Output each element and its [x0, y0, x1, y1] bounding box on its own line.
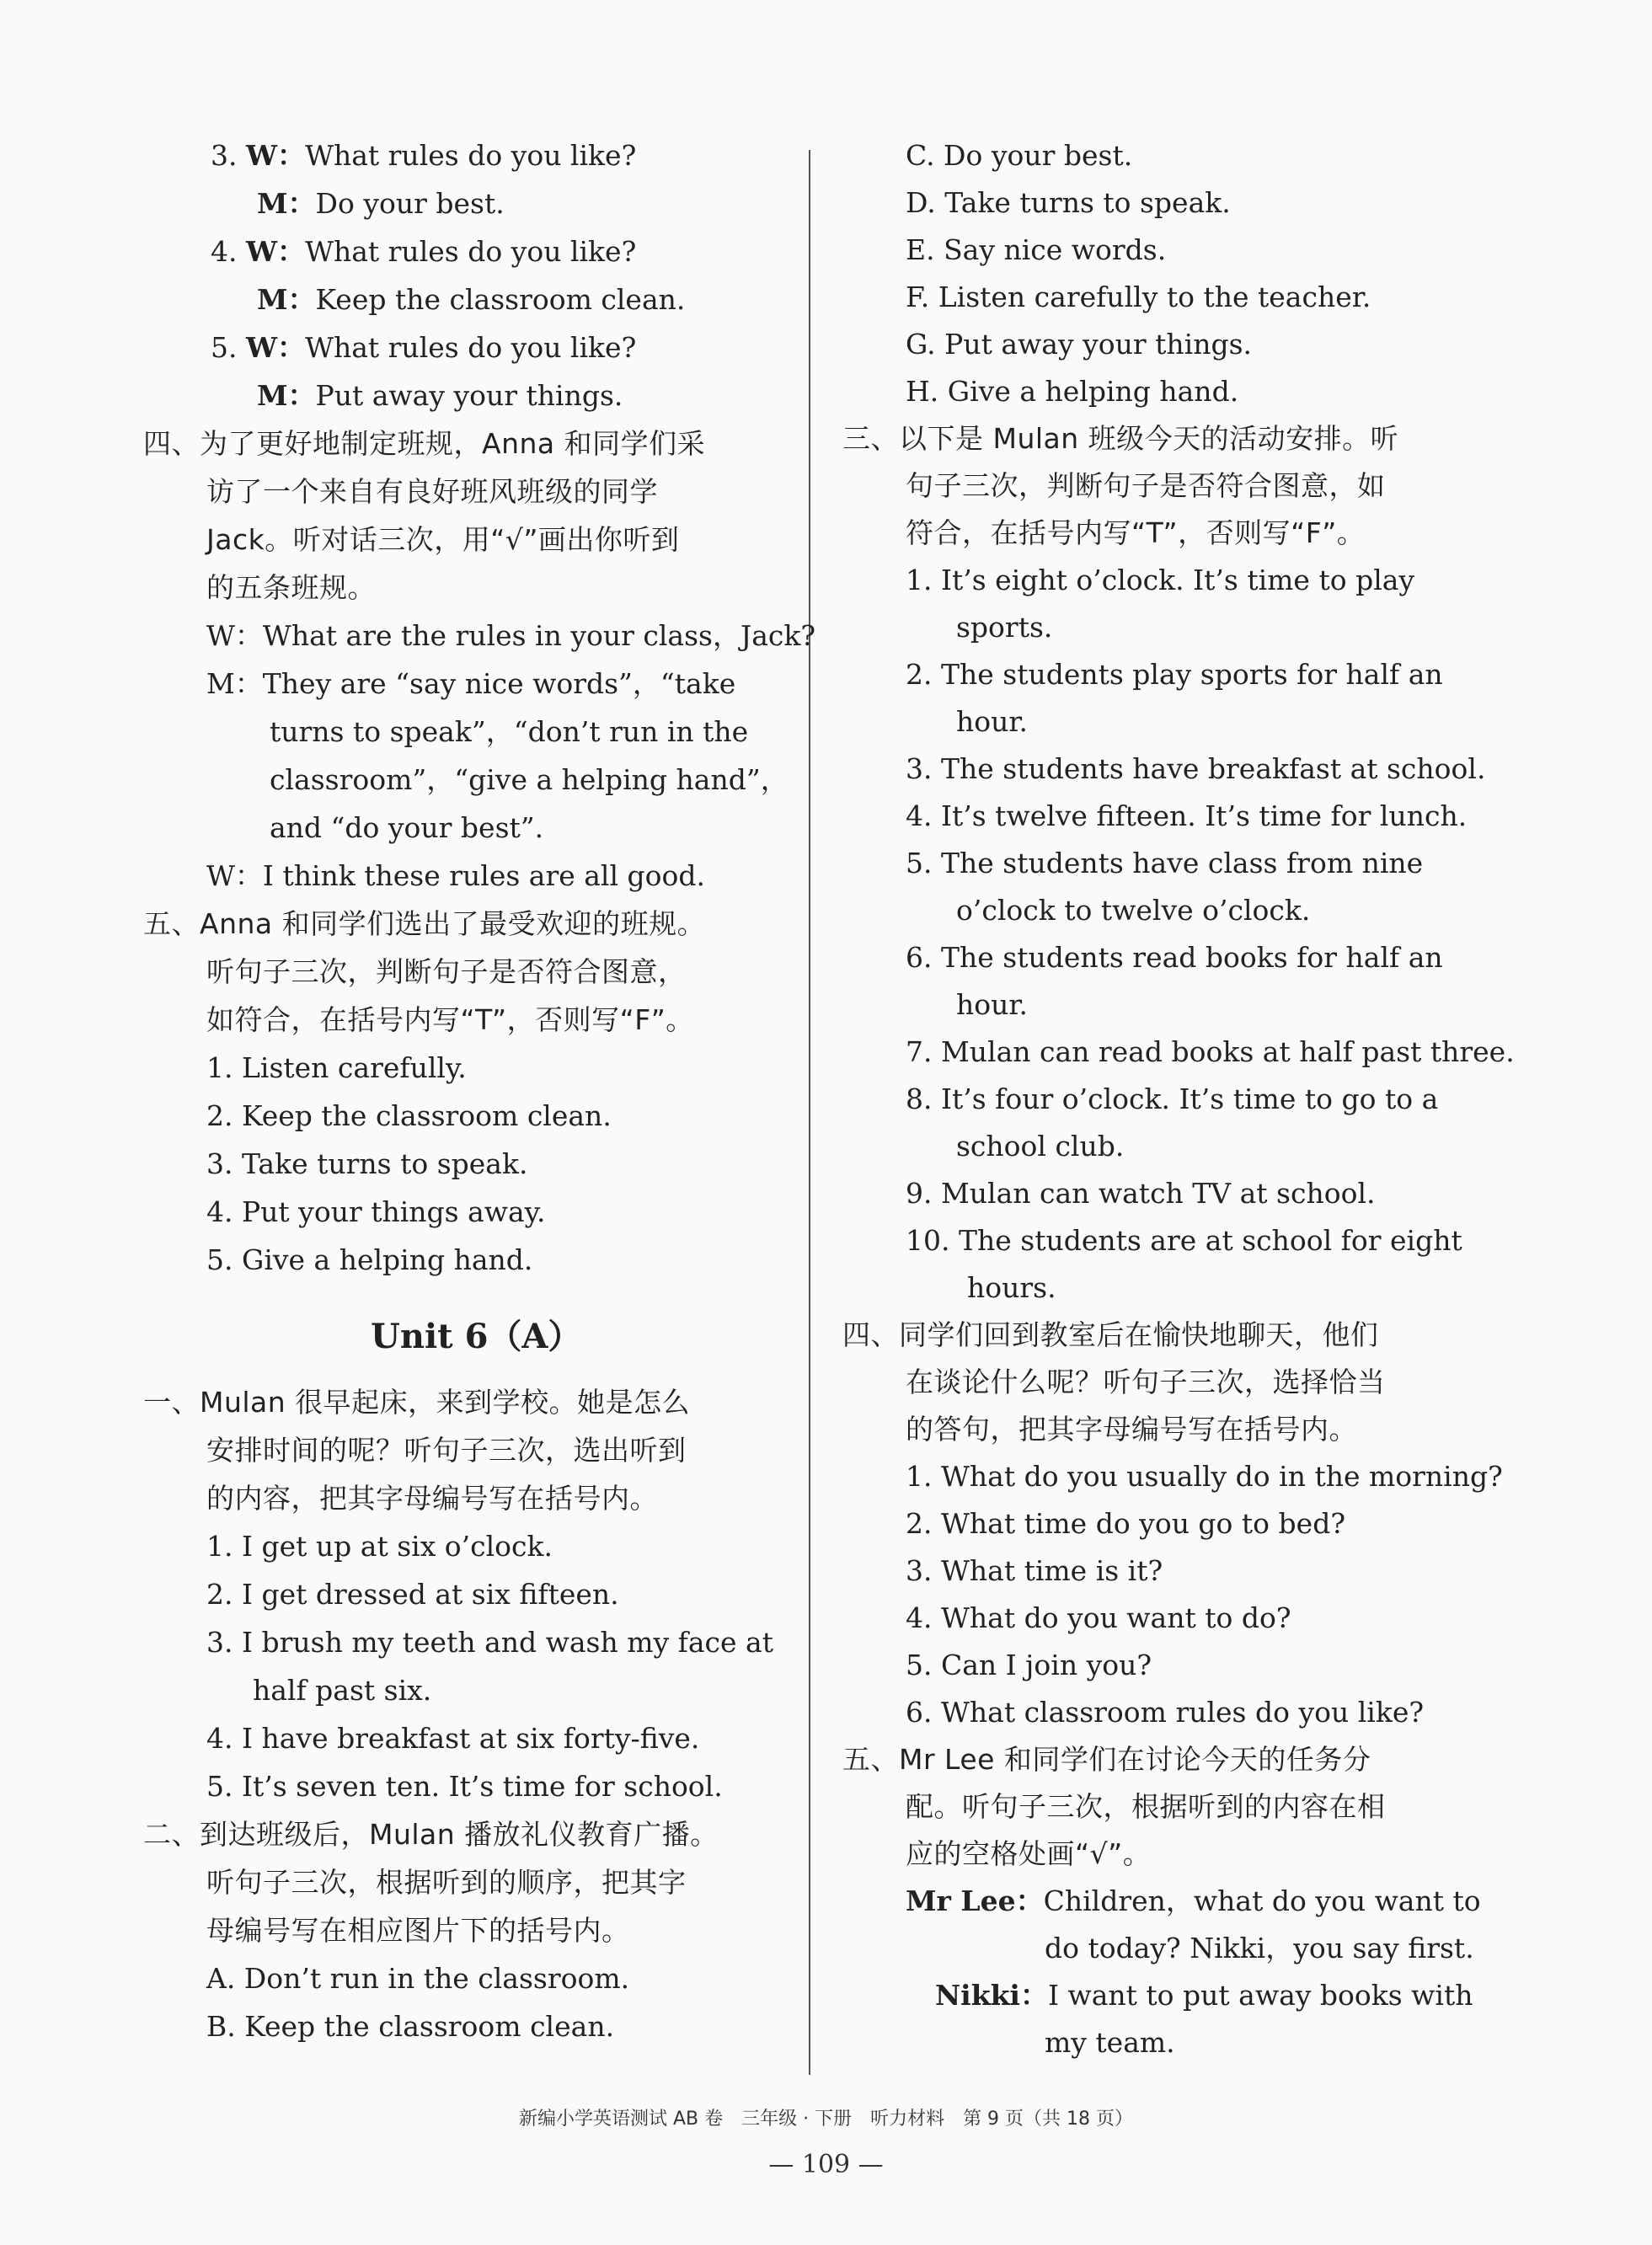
list-item: 4. What do you want to do? — [906, 1601, 1291, 1634]
dialog-line: M：They are “say nice words”，“take — [206, 667, 736, 700]
dialog-line: classroom”，“give a helping hand”， — [270, 763, 789, 796]
section-heading: 四、为了更好地制定班规，Anna 和同学们采 — [143, 427, 706, 460]
dialog-line: and “do your best”. — [270, 811, 544, 844]
section-heading: Jack。听对话三次，用“√”画出你听到 — [206, 523, 680, 556]
dialog-line: 5. W：What rules do you like? — [211, 331, 637, 364]
section-heading: 应的空格处画“√”。 — [906, 1837, 1152, 1870]
list-item: 4. Put your things away. — [206, 1195, 546, 1228]
list-item: 7. Mulan can read books at half past three. — [906, 1035, 1515, 1068]
list-item: 2. What time do you go to bed? — [906, 1507, 1346, 1540]
section-heading: 四、同学们回到教室后在愉快地聊天，他们 — [842, 1318, 1379, 1351]
list-item: half past six. — [253, 1674, 432, 1707]
list-item: 1. It’s eight o’clock. It’s time to play — [906, 564, 1415, 596]
list-item: 4. It’s twelve fifteen. It’s time for lunch. — [906, 799, 1468, 832]
section-heading: 的内容，把其字母编号写在括号内。 — [206, 1482, 658, 1515]
section-heading: 听句子三次，判断句子是否符合图意， — [206, 955, 687, 988]
list-item: G. Put away your things. — [906, 328, 1253, 361]
list-item: 8. It’s four o’clock. It’s time to go to a — [906, 1082, 1439, 1115]
list-item: sports. — [956, 611, 1053, 644]
dialog-line: do today? Nikki，you say first. — [1045, 1932, 1474, 1964]
dialog-line: M：Put away your things. — [257, 379, 623, 412]
section-heading: 句子三次，判断句子是否符合图意，如 — [906, 469, 1386, 502]
section-heading: 的答句，把其字母编号写在括号内。 — [906, 1413, 1357, 1446]
section-heading: 配。听句子三次，根据听到的内容在相 — [906, 1790, 1386, 1823]
list-item: 10. The students are at school for eight — [906, 1224, 1462, 1257]
list-item: 5. The students have class from nine — [906, 847, 1424, 879]
list-item: F. Listen carefully to the teacher. — [906, 281, 1371, 313]
section-heading: 听句子三次，根据听到的顺序，把其字 — [206, 1866, 687, 1899]
section-heading: 在谈论什么呢？听句子三次，选择恰当 — [906, 1366, 1386, 1398]
list-item: 6. What classroom rules do you like? — [906, 1696, 1425, 1729]
dialog-line: M：Do your best. — [257, 187, 505, 220]
section-heading: 一、Mulan 很早起床，来到学校。她是怎么 — [143, 1386, 691, 1419]
list-item: 5. Give a helping hand. — [206, 1243, 533, 1276]
list-item: A. Don’t run in the classroom. — [206, 1962, 630, 1995]
section-heading: 访了一个来自有良好班风班级的同学 — [206, 475, 658, 508]
list-item: 1. What do you usually do in the morning? — [906, 1460, 1503, 1493]
list-item: 2. I get dressed at six fifteen. — [206, 1578, 619, 1611]
section-heading: 五、Anna 和同学们选出了最受欢迎的班规。 — [143, 907, 706, 940]
dialog-line: Nikki：I want to put away books with — [935, 1979, 1473, 2012]
list-item: 3. Take turns to speak. — [206, 1147, 528, 1180]
list-item: 2. The students play sports for half an — [906, 658, 1443, 691]
dialog-line: W：What are the rules in your class，Jack? — [206, 619, 816, 652]
list-item: school club. — [956, 1130, 1125, 1163]
section-heading: 如符合，在括号内写“T”，否则写“F”。 — [206, 1003, 694, 1036]
list-item: 6. The students read books for half an — [906, 941, 1443, 974]
section-heading: 母编号写在相应图片下的括号内。 — [206, 1914, 630, 1947]
dialog-line: my team. — [1045, 2026, 1175, 2059]
dialog-line: 4. W：What rules do you like? — [211, 235, 637, 268]
column-divider — [809, 150, 810, 2075]
list-item: hour. — [956, 705, 1029, 738]
list-item: H. Give a helping hand. — [906, 375, 1239, 408]
section-heading: 安排时间的呢？听句子三次，选出听到 — [206, 1434, 687, 1467]
section-heading: 五、Mr Lee 和同学们在讨论今天的任务分 — [842, 1743, 1371, 1776]
dialog-line: turns to speak”，“don’t run in the — [270, 715, 749, 748]
section-heading: 的五条班规。 — [206, 571, 376, 604]
section-heading: 三、以下是 Mulan 班级今天的活动安排。听 — [842, 422, 1399, 455]
list-item: E. Say nice words. — [906, 233, 1167, 266]
dialog-line: M：Keep the classroom clean. — [257, 283, 686, 316]
list-item: 1. I get up at six o’clock. — [206, 1530, 553, 1563]
list-item: hours. — [967, 1271, 1056, 1304]
page-number: — 109 — — [768, 2150, 884, 2179]
list-item: 4. I have breakfast at six forty-five. — [206, 1722, 700, 1755]
page-footer: 新编小学英语测试 AB 卷 三年级 · 下册 听力材料 第 9 页（共 18 页） — [518, 2109, 1134, 2130]
unit-title: Unit 6（A） — [371, 1317, 582, 1356]
list-item: D. Take turns to speak. — [906, 186, 1231, 219]
list-item: hour. — [956, 988, 1029, 1021]
list-item: C. Do your best. — [906, 139, 1133, 172]
list-item: 3. The students have breakfast at school. — [906, 752, 1486, 785]
dialog-line: Mr Lee：Children，what do you want to — [906, 1884, 1481, 1917]
list-item: 2. Keep the classroom clean. — [206, 1099, 612, 1132]
list-item: o’clock to twelve o’clock. — [956, 894, 1311, 927]
list-item: 1. Listen carefully. — [206, 1051, 467, 1084]
dialog-line: 3. W：What rules do you like? — [211, 139, 637, 172]
dialog-line: W：I think these rules are all good. — [206, 859, 706, 892]
list-item: 5. Can I join you? — [906, 1649, 1152, 1681]
section-heading: 符合，在括号内写“T”，否则写“F”。 — [906, 516, 1366, 549]
list-item: 9. Mulan can watch TV at school. — [906, 1177, 1376, 1210]
list-item: 3. I brush my teeth and wash my face at — [206, 1626, 773, 1659]
list-item: B. Keep the classroom clean. — [206, 2010, 615, 2043]
list-item: 3. What time is it? — [906, 1554, 1163, 1587]
list-item: 5. It’s seven ten. It’s time for school. — [206, 1770, 723, 1803]
section-heading: 二、到达班级后，Mulan 播放礼仪教育广播。 — [143, 1818, 719, 1851]
